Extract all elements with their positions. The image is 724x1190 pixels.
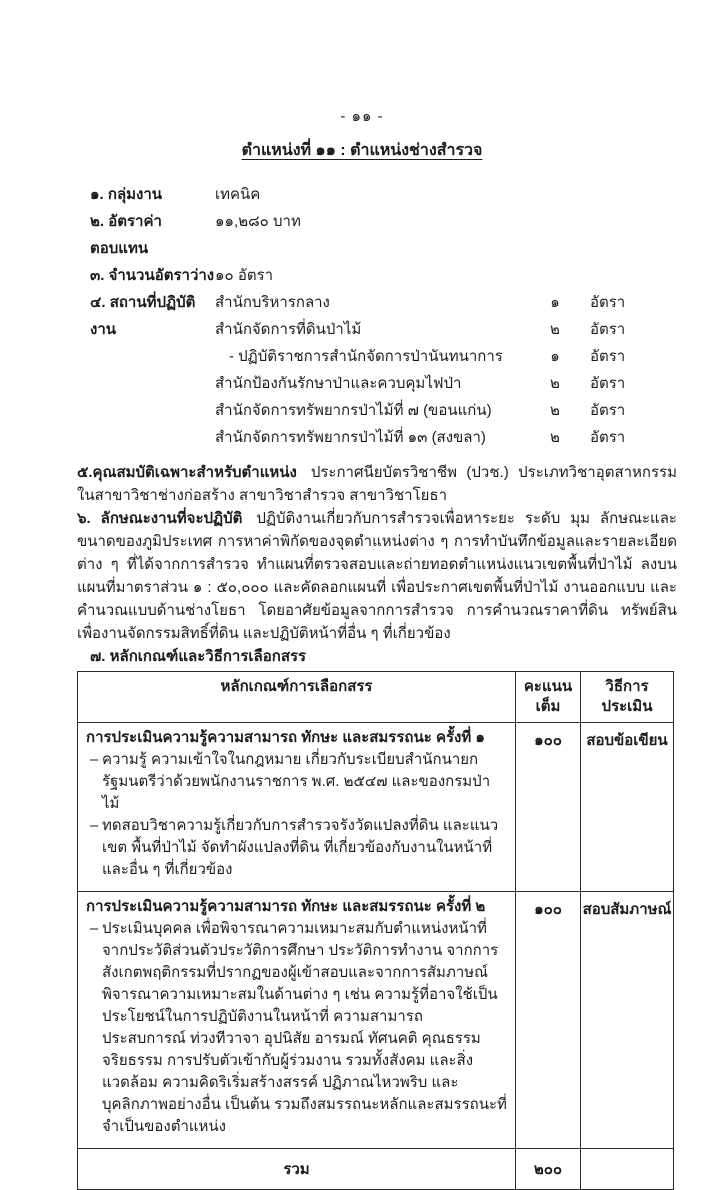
location-name: สำนักจัดการทรัพยากรป่าไม้ที่ ๗ (ขอนแก่น) (215, 402, 492, 419)
work-locations-list (215, 289, 677, 451)
field-row-group (90, 181, 677, 208)
score-cell: ๑๐๐ (516, 892, 581, 1149)
score-cell: ๑๐๐ (516, 723, 581, 892)
criteria-title: การประเมินความรู้ความสามารถ ทักษะ และสมรรถนะ ครั้งที่ ๒ (86, 898, 486, 915)
field-value: เทคนิค (215, 186, 261, 203)
table-row-assessment-1 (78, 723, 674, 892)
method-cell: สอบสัมภาษณ์ (581, 892, 674, 1149)
total-score: ๒๐๐ (516, 1149, 581, 1190)
location-unit: อัตรา (590, 375, 626, 392)
location-row (215, 343, 677, 370)
field-label: ๒. อัตราค่าตอบแทน (90, 213, 162, 257)
location-row (215, 397, 677, 424)
location-unit: อัตรา (590, 321, 626, 338)
job-description-label: ๖. ลักษณะงานที่จะปฏิบัติ (77, 510, 243, 527)
location-row (215, 424, 677, 451)
location-unit: อัตรา (590, 294, 626, 311)
location-row (215, 289, 677, 316)
position-title: ตำแหน่งที่ ๑๑ : ตำแหน่งช่างสำรวจ (241, 142, 483, 159)
field-label: ๑. กลุ่มงาน (90, 186, 163, 203)
selection-table (77, 671, 674, 1190)
criteria-title: การประเมินความรู้ความสามารถ ทักษะ และสมรรถนะ ครั้งที่ ๑ (86, 729, 485, 746)
header-method: วิธีการประเมิน (581, 672, 674, 723)
location-name: สำนักจัดการทรัพยากรป่าไม้ที่ ๑๓ (สงขลา) (215, 429, 486, 446)
location-count: ๒ (550, 402, 560, 419)
table-row-total (78, 1149, 674, 1190)
qualifications-text: ประกาศนียบัตรวิชาชีพ (ปวช.) ประเภทวิชาอุตสาหกรรม ในสาขาวิชาช่างก่อสร้าง สาขาวิชาสำรวจ สาขาวิชาโยธา (77, 464, 677, 504)
field-row-salary (90, 208, 677, 262)
location-name: สำนักบริหารกลาง (215, 294, 330, 311)
location-name: สำนักป้องกันรักษาป่าและควบคุมไฟป่า (215, 375, 462, 392)
criteria-bullet (86, 918, 507, 1138)
bullet-dash: – (89, 751, 99, 768)
location-count: ๒ (550, 429, 560, 446)
location-unit: อัตรา (590, 429, 626, 446)
field-value: ๑๑,๒๘๐ บาท (215, 213, 301, 230)
qualifications-label: ๕.คุณสมบัติเฉพาะสำหรับตำแหน่ง (77, 464, 297, 481)
bullet-text: ทดสอบวิชาความรู้เกี่ยวกับการสำรวจรังวัดแปลงที่ดิน และแนวเขต พื้นที่ป่าไม้ จัดทำผังแปลงที่ดิน ที่เกี่ยวข้องกับงานในหน้าที่ และอื่น ๆ ที่เกี่ยวข้อง (102, 817, 499, 878)
criteria-cell (78, 723, 516, 892)
job-description-text: ปฏิบัติงานเกี่ยวกับการสำรวจเพื่อหาระยะ ระดับ มุม ลักษณะและขนาดของภูมิประเทศ การหาค่าพิกัดของจุดตำแหน่งต่าง ๆ การทำบันทึกข้อมูลและรายละเอียดต่าง ๆ ที่ได้จากการสำรวจ ทำแผนที่ตรวจสอบและถ่ายทอดตำแหน่งแนวเขตพื้นที่ป่าไม้ ลงบนแผนที่มาตราส่วน ๑ : ๕๐,๐๐๐ และคัดลอกแผนที่ เพื่อประกาศเขตพื้นที่ป่าไม้ งานออกแบบ และคำนวณแบบด้านช่างโยธา โดยอาศัยข้อมูลจากการสำรวจ การคำนวณราคาที่ดิน ทรัพย์สิน เพื่องานจัดกรรมสิทธิ์ที่ดิน และปฏิบัติหน้าที่อื่น ๆ ที่เกี่ยวข้อง (77, 510, 677, 642)
field-label: ๓. จำนวนอัตราว่าง (90, 267, 215, 284)
location-name: - ปฏิบัติราชการสำนักจัดการป่านันทนาการ (229, 348, 503, 365)
criteria-cell (78, 892, 516, 1149)
criteria-bullet (86, 749, 507, 815)
table-header-row (78, 672, 674, 723)
location-count: ๒ (550, 321, 560, 338)
selection-heading: ๗. หลักเกณฑ์และวิธีการเลือกสรร (90, 648, 307, 665)
bullet-dash: – (89, 920, 99, 937)
header-criteria: หลักเกณฑ์การเลือกสรร (78, 672, 516, 723)
location-row (215, 370, 677, 397)
table-row-assessment-2 (78, 892, 674, 1149)
location-count: ๑ (550, 348, 560, 365)
location-row (215, 316, 677, 343)
bullet-dash: – (89, 817, 99, 834)
criteria-bullet (86, 815, 507, 881)
job-description-paragraph (77, 507, 677, 645)
total-method-empty (581, 1149, 674, 1190)
total-label: รวม (78, 1149, 516, 1190)
work-locations-section (90, 289, 677, 451)
bullet-text: ความรู้ ความเข้าใจในกฎหมาย เกี่ยวกับระเบียบสำนักนายกรัฐมนตรีว่าด้วยพนักงานราชการ พ.ศ. ๒๕๔๗ และของกรมป่าไม้ (102, 751, 491, 812)
location-count: ๑ (550, 294, 560, 311)
location-name: สำนักจัดการที่ดินป่าไม้ (215, 321, 362, 338)
method-cell: สอบข้อเขียน (581, 723, 674, 892)
field-label: ๔. สถานที่ปฏิบัติงาน (90, 294, 196, 338)
location-count: ๒ (550, 375, 560, 392)
page-number: - ๑๑ - (340, 108, 384, 125)
field-row-vacancies (90, 262, 677, 289)
field-value: ๑๐ อัตรา (215, 267, 274, 284)
location-unit: อัตรา (590, 402, 626, 419)
qualifications-paragraph (77, 461, 677, 507)
location-unit: อัตรา (590, 348, 626, 365)
header-score: คะแนนเต็ม (516, 672, 581, 723)
bullet-text: ประเมินบุคคล เพื่อพิจารณาความเหมาะสมกับตำแหน่งหน้าที่จากประวัติส่วนตัวประวัติการศึกษา ประวัติการทำงาน จากการสังเกตพฤติกรรมที่ปรากฏของผู้เข้าสอบและจากการสัมภาษณ์ พิจารณาความเหมาะสมในด้านต่าง ๆ เช่น ความรู้ที่อาจใช้เป็นประโยชน์ในการปฏิบัติงานในหน้าที่ ความสามารถ ประสบการณ์ ท่วงทีวาจา อุปนิสัย อารมณ์ ทัศนคติ คุณธรรม จริยธรรม การปรับตัวเข้ากับผู้ร่วมงาน รวมทั้งสังคม และสิ่งแวดล้อม ความคิดริเริ่มสร้างสรรค์ ปฏิภาณไหวพริบ และบุคลิกภาพอย่างอื่น เป็นต้น รวมถึงสมรรถนะหลักและสมรรถนะที่จำเป็นของตำแหน่ง (102, 920, 507, 1135)
